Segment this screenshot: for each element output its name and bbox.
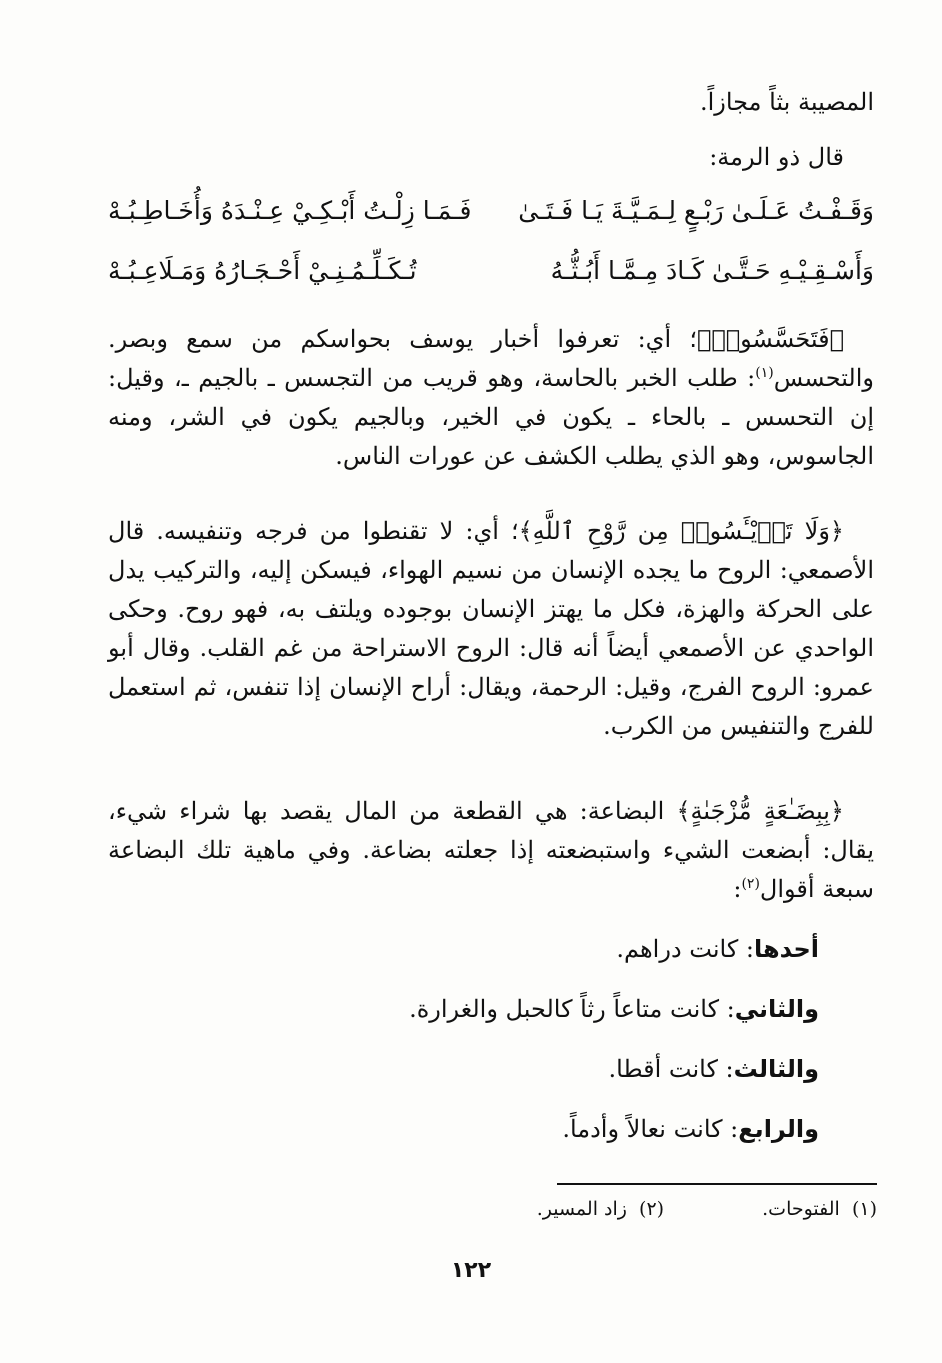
verse-1-first-hemistich: وَقَـفْـتُ عَـلَـىٰ رَبْـعٍ لِـمَـيَّـةَ يَـا فَـتَـىٰ <box>518 196 874 225</box>
list-item-label: أحدها <box>753 935 819 963</box>
list-item-label: والثاني <box>734 995 819 1023</box>
list-item <box>409 995 819 1023</box>
footnote-ref: (٢) <box>741 876 760 892</box>
paragraph-rawh <box>108 512 874 746</box>
list-item-text: : كانت نعالاً وأدماً. <box>562 1115 739 1143</box>
list-item-text: : كانت متاعاً رثاً كالحبل والغرارة. <box>409 995 735 1023</box>
footnote-number: (٢) <box>639 1198 665 1220</box>
list-item-label: والثالث <box>733 1055 819 1083</box>
verse-2 <box>108 256 874 296</box>
quran-quote: ﴿بِبِضَـٰعَةٍ مُّزْجَىٰةٍ﴾ <box>676 797 844 825</box>
footnote-1 <box>762 1198 877 1220</box>
paragraph-text: : <box>733 875 742 903</box>
footnote-text: الفتوحات. <box>762 1198 840 1220</box>
list-item-text: : كانت دراهم. <box>616 935 754 963</box>
poem-intro: قال ذو الرمة: <box>709 143 844 171</box>
list-item <box>609 1055 820 1083</box>
footnotes <box>537 1198 877 1220</box>
quran-quote: ﴿فَتَحَسَّسُوا۟﴾ <box>696 325 844 353</box>
list-item <box>616 935 819 963</box>
list-item-label: والرابع <box>738 1115 819 1143</box>
paragraph-text: : طلب الخبر بالحاسة، وهو قريب من التجسس ـ بالجيم ـ، وقيل: إن التحسس ـ بالحاء ـ يكون في الخير، وبالجيم يكون في الشر، ومنه الجاسوس، وهو الذي يطلب الكشف عن عورات الناس. <box>108 364 874 470</box>
footnote-separator <box>557 1183 877 1185</box>
list-item <box>562 1115 819 1143</box>
verse-2-second-hemistich: تُـكَـلِّـمُـنِـيْ أَحْـجَـارُهُ وَمَـلَاعِـبُـهْ <box>108 256 417 285</box>
verse-1-second-hemistich: فَـمَـا زِلْـتُ أَبْـكِـيْ عِـنْـدَهُ وَأُخَـاطِـبُـهْ <box>108 196 472 225</box>
paragraph-bidaa <box>108 792 874 909</box>
verse-2-first-hemistich: وَأَسْـقِـيْـهِ حَـتَّـىٰ كَـادَ مِـمَّـا أَبُـثُّـهُ <box>550 256 874 285</box>
list-item-text: : كانت أقطا. <box>608 1055 734 1083</box>
paragraph-text: ؛ أي: تعرفوا أخبار يوسف بحواسكم من سمع وبصر. والتحسس <box>108 325 874 392</box>
paragraph-tahassus <box>108 320 874 476</box>
paragraph-text: ؛ أي: لا تقنطوا من فرجه وتنفيسه. قال الأصمعي: الروح ما يجده الإنسان من نسيم الهواء، فيسكن إليه، والتركيب يدل على الحركة والهزة، فكل ما يهتز الإنسان بوجوده ويلتف به، فهو روح. وحكى الواحدي عن الأصمعي أيضاً أنه قال: الروح الاستراحة من غم القلب. وقال أبو عمرو: الروح الفرج، وقيل: الرحمة، ويقال: أراح الإنسان إذا تنفس، ثم استعمل للفرج والتنفيس من الكرب. <box>108 517 874 740</box>
quran-quote: ﴿وَلَا تَا۟يْـَٔسُوا۟ مِن رَّوْحِ ٱللَّهِ﴾ <box>518 517 844 545</box>
footnote-number: (١) <box>851 1198 877 1220</box>
verse-1 <box>108 196 874 236</box>
footnote-2 <box>537 1198 664 1220</box>
footnote-text: زاد المسير. <box>536 1198 627 1220</box>
page-number: ١٢٢ <box>450 1258 492 1283</box>
footnote-ref: (١) <box>755 365 774 381</box>
paragraph-text: البضاعة: هي القطعة من المال يقصد بها شراء شيء، يقال: أبضعت الشيء واستبضعته إذا جعلته بضاعة. وفي ماهية تلك البضاعة سبعة أقوال <box>108 797 875 903</box>
text-line-1: المصيبة بثاً مجازاً. <box>699 88 874 116</box>
